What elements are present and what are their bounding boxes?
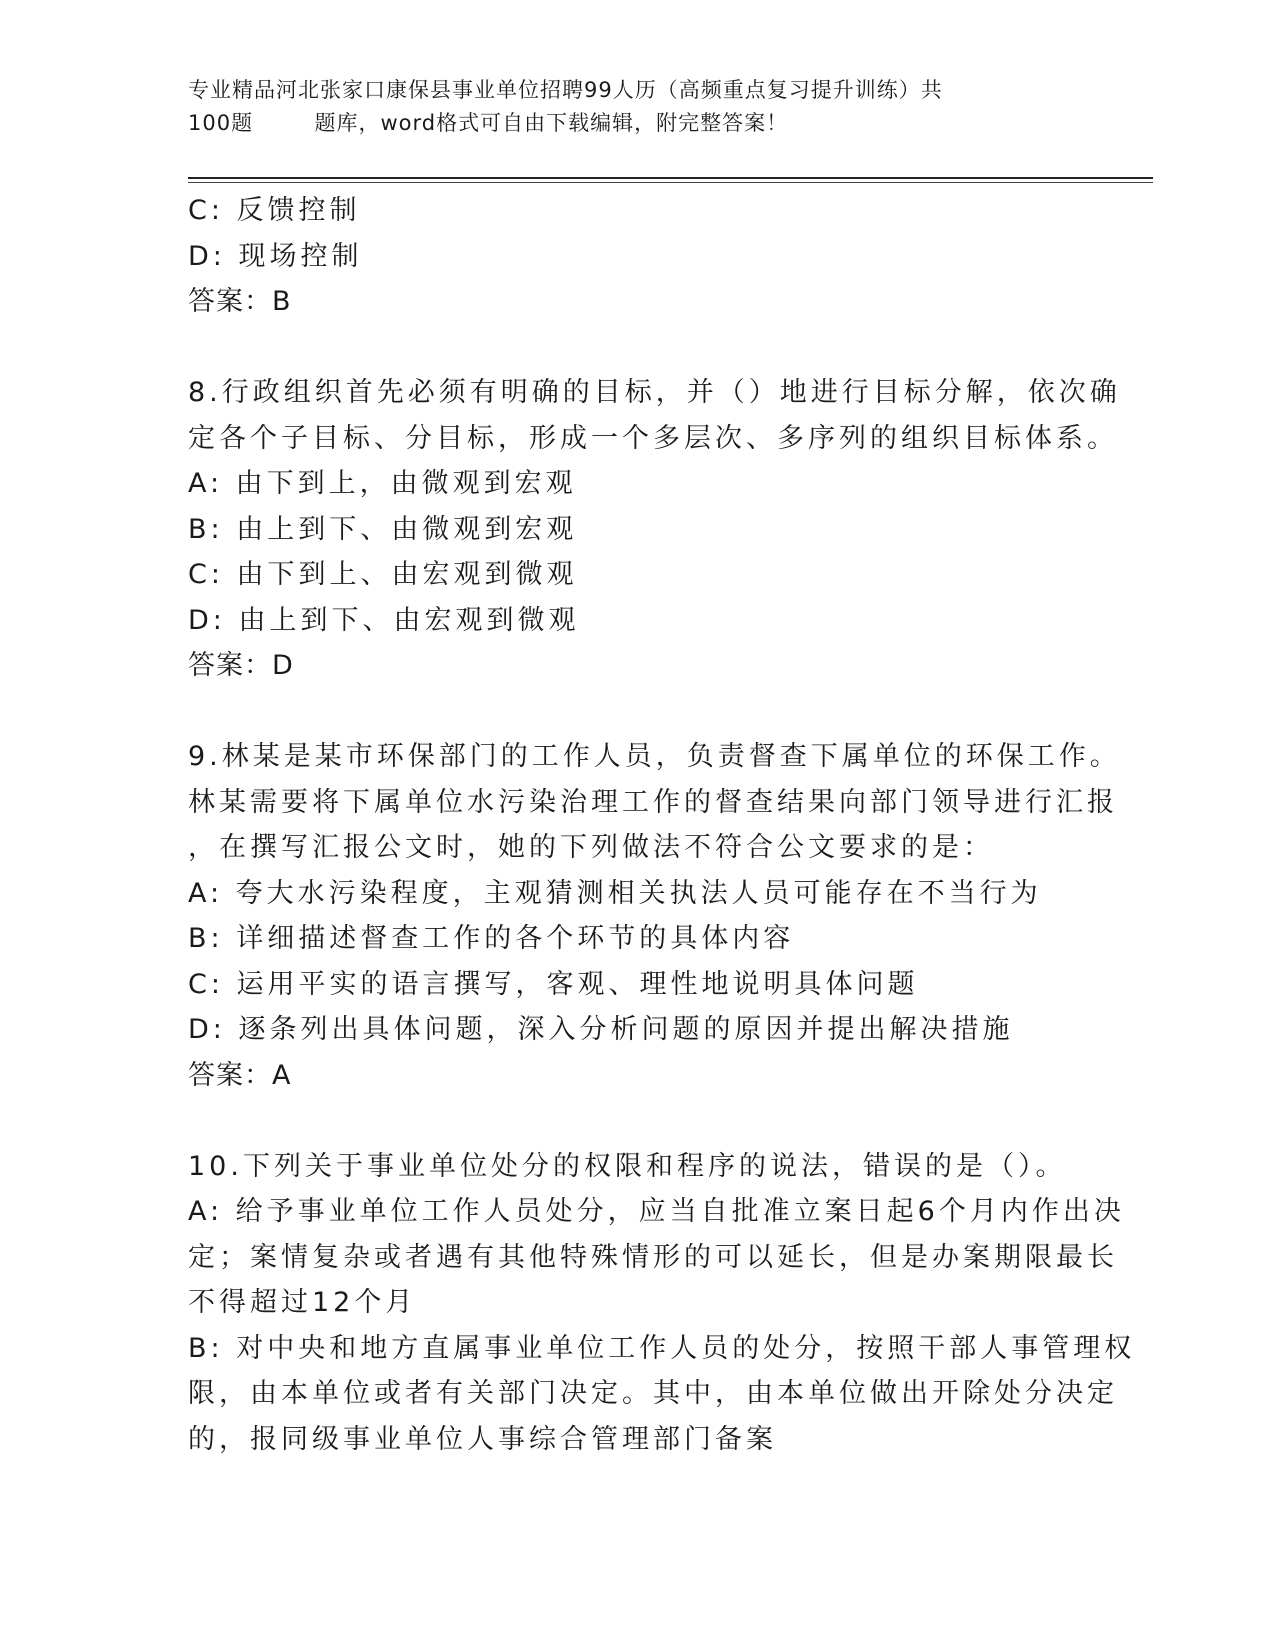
q10-option-b-line-1: B: 对中央和地方直属事业单位工作人员的处分，按照干部人事管理权 [188,1332,1136,1364]
q8-stem-line-1: 8.行政组织首先必须有明确的目标，并（）地进行目标分解，依次确 [188,377,1121,408]
q9-stem-line-1: 9.林某是某市环保部门的工作人员，负责督查下属单位的环保工作。 [188,741,1121,772]
q9-option-b: B: 详细描述督查工作的各个环节的具体内容 [188,923,795,954]
q8-option-d: D: 由上到下、由宏观到微观 [188,604,580,636]
q7-option-d: D: 现场控制 [188,240,363,272]
q8-stem-line-2: 定各个子目标、分目标，形成一个多层次、多序列的组织目标体系。 [188,422,1118,454]
q10-option-a-line-1: A: 给予事业单位工作人员处分，应当自批准立案日起6个月内作出决 [188,1196,1125,1227]
q10-option-a-line-3: 不得超过12个月 [188,1287,417,1318]
q10-option-b-line-3: 的，报同级事业单位人事综合管理部门备案 [188,1423,777,1455]
spacer [188,689,1088,735]
q10-stem-line-1: 10.下列关于事业单位处分的权限和程序的说法，错误的是（）。 [188,1150,1067,1182]
q8-option-b: B: 由上到下、由微观到宏观 [188,513,578,545]
q8-option-c: C: 由下到上、由宏观到微观 [188,559,578,590]
q7-option-c: C: 反馈控制 [188,195,361,226]
question-list [188,188,1136,1462]
q9-stem-line-2: 林某需要将下属单位水污染治理工作的督查结果向部门领导进行汇报 [188,786,1118,818]
q9-option-a: A: 夸大水污染程度，主观猜测相关执法人员可能存在不当行为 [188,877,1042,909]
header-title-line-1: 专业精品河北张家口康保县事业单位招聘99人历（高频重点复习提升训练）共 [188,78,943,102]
document-header [188,74,1088,140]
q8-answer: 答案：D [188,650,294,681]
header-title-line-2: 100题 题库，word格式可自由下载编辑，附完整答案！ [188,111,789,135]
q8-option-a: A: 由下到上，由微观到宏观 [188,468,577,499]
header-divider-thick [188,177,1153,179]
q10-option-b-line-2: 限，由本单位或者有关部门决定。其中，由本单位做出开除处分决定 [188,1378,1118,1409]
q9-option-d: D: 逐条列出具体问题，深入分析问题的原因并提出解决措施 [188,1014,1014,1045]
spacer [188,1098,1088,1144]
q7-answer: 答案：B [188,286,292,317]
q9-stem-line-3: ，在撰写汇报公文时，她的下列做法不符合公文要求的是： [188,832,994,863]
q9-option-c: C: 运用平实的语言撰写，客观、理性地说明具体问题 [188,968,919,1000]
q9-answer: 答案：A [188,1059,292,1091]
q10-option-a-line-2: 定；案情复杂或者遇有其他特殊情形的可以延长，但是办案期限最长 [188,1241,1118,1273]
header-divider-thin [188,182,1153,183]
spacer [188,325,1088,371]
